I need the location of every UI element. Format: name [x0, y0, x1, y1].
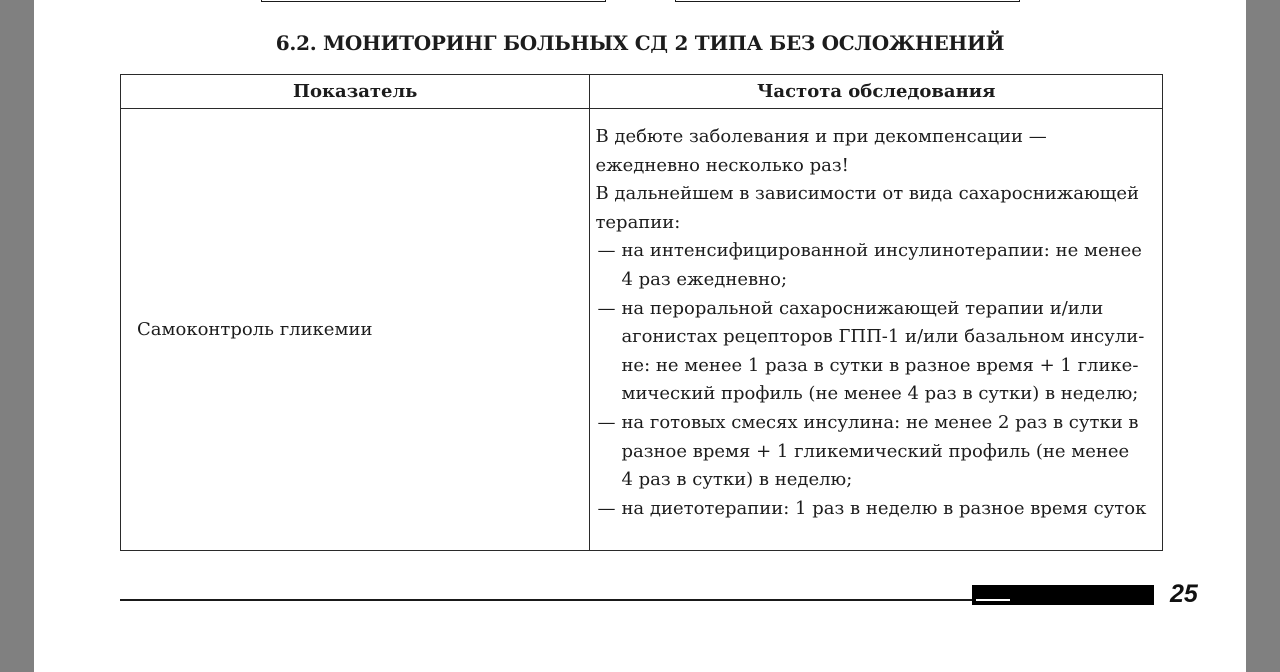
frequency-list-item: [595, 495, 1158, 524]
frequency-item-line: на пероральной сахароснижающей терапии и/или: [621, 297, 1104, 319]
frequency-item-line: 4 раз ежедневно;: [621, 268, 788, 290]
frequency-list-item: [595, 409, 1158, 495]
page-number: 25: [1170, 580, 1198, 608]
indicator-cell: Самоконтроль гликемии: [121, 109, 590, 551]
previous-table-box-left: [261, 0, 606, 2]
list-dash: —: [597, 297, 616, 319]
frequency-list-item: [595, 237, 1158, 294]
frequency-item-line: агонистах рецепторов ГПП-1 и/или базальном инсули-: [621, 326, 1145, 348]
footer-bar-accent: [976, 599, 1010, 601]
table-row: [121, 109, 1163, 551]
table-header-row: [121, 75, 1163, 109]
document-page: [34, 0, 1246, 672]
frequency-item-line: разное время + 1 гликемический профиль (не менее: [621, 440, 1130, 462]
list-dash: —: [597, 411, 616, 433]
frequency-item-line: на диетотерапии: 1 раз в неделю в разное время суток: [621, 497, 1147, 519]
header-frequency: Частота обследования: [590, 75, 1163, 109]
frequency-line: В дебюте заболевания и при декомпенсации —: [595, 126, 1047, 147]
header-indicator: Показатель: [121, 75, 590, 109]
frequency-item-line: на готовых смесях инсулина: не менее 2 раз в сутки в: [621, 411, 1139, 433]
previous-table-box-right: [675, 0, 1020, 2]
list-dash: —: [597, 497, 616, 519]
frequency-line: ежедневно несколько раз!: [595, 154, 849, 176]
frequency-cell: [590, 109, 1163, 551]
list-dash: —: [597, 240, 616, 262]
frequency-item-line: мический профиль (не менее 4 раз в сутки) в неделю;: [621, 383, 1139, 405]
frequency-line: В дальнейшем в зависимости от вида сахароснижающей: [595, 183, 1140, 205]
frequency-item-line: на интенсифицированной инсулинотерапии: не менее: [621, 240, 1142, 262]
monitoring-table: [120, 74, 1163, 551]
frequency-item-line: 4 раз в сутки) в неделю;: [621, 469, 853, 491]
frequency-line: терапии:: [595, 211, 681, 233]
frequency-list-item: [595, 295, 1158, 409]
footer-bar: [972, 585, 1154, 605]
footer-rule: [120, 599, 980, 601]
frequency-item-line: не: не менее 1 раза в сутки в разное время + 1 глике-: [621, 354, 1139, 376]
section-title: 6.2. МОНИТОРИНГ БОЛЬНЫХ СД 2 ТИПА БЕЗ ОСЛОЖНЕНИЙ: [275, 31, 1005, 55]
